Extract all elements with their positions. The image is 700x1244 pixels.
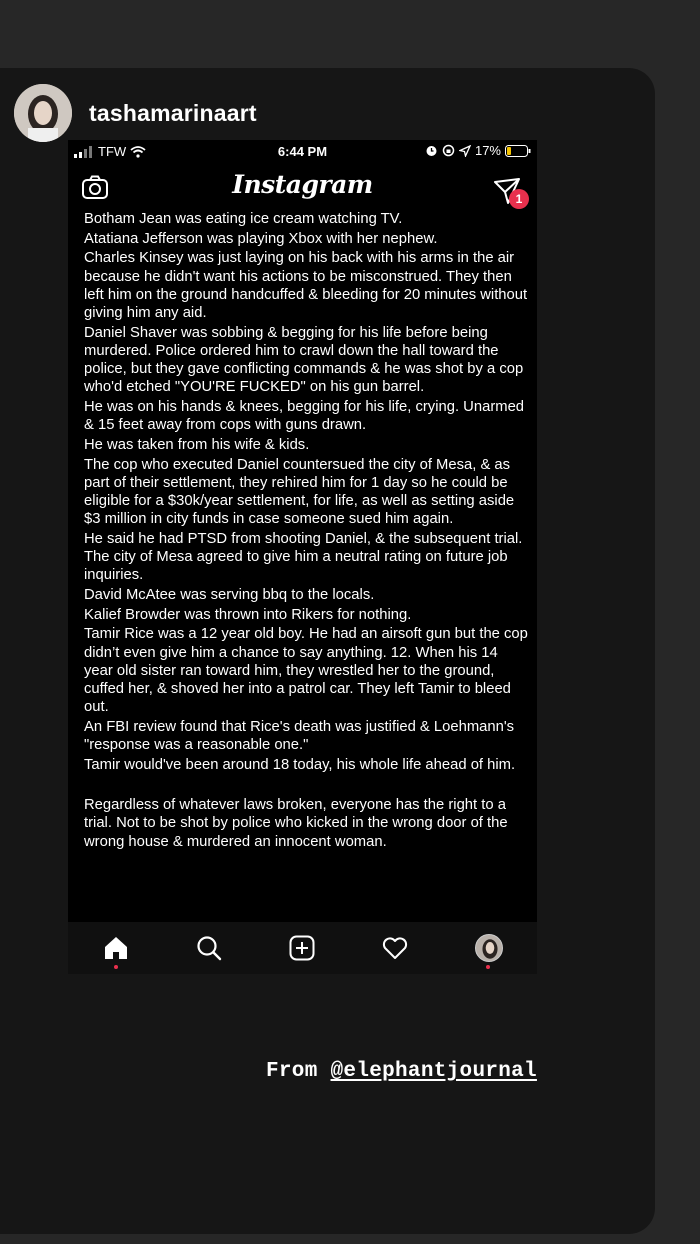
embedded-screenshot — [68, 140, 537, 974]
status-time: 6:44 PM — [277, 144, 328, 159]
profile-tab[interactable] — [475, 934, 503, 962]
post-line: He was on his hands & knees, begging for his life, crying. Unarmed & 15 feet away from cops with guns drawn. — [84, 399, 525, 434]
home-tab[interactable] — [102, 934, 130, 962]
post-line: Atatiana Jefferson was playing Xbox with her nephew. — [84, 230, 438, 247]
post-line: Kalief Browder was thrown into Rikers for nothing. — [84, 606, 412, 623]
new-post-tab[interactable] — [288, 934, 316, 962]
profile-tab-avatar — [475, 934, 503, 962]
post-line: An FBI review found that Rice's death was justified & Loehmann's "response was a reasonable one." — [84, 718, 515, 754]
credit-prefix: From — [266, 1060, 331, 1083]
avatar-image — [14, 84, 72, 142]
post-line: Regardless of whatever laws broken, everyone has the right to a trial. Not to be shot by police who kicked in the wrong door of the wrong house & murdered an innocent woman. — [84, 797, 508, 850]
instagram-logo: Instagram — [232, 170, 373, 199]
story-credit-sticker — [266, 1060, 537, 1083]
location-icon — [459, 145, 471, 157]
instagram-header — [68, 164, 537, 214]
alarm-icon — [425, 144, 438, 157]
search-icon — [195, 934, 223, 962]
instagram-tab-bar — [68, 922, 537, 974]
post-line: Tamir Rice was a 12 year old boy. He had an airsoft gun but the cop didn’t even give him a chance to say anything. 12. When his 14 year old sister ran toward him, they wrestled her to the ground, cuffed her, & shoved her into a patrol car. They left Tamir to bleed out. — [84, 626, 528, 716]
carrier-label: TFW — [98, 144, 127, 159]
post-line: David McAtee was serving bbq to the locals. — [84, 587, 375, 604]
activity-tab[interactable] — [381, 934, 409, 962]
battery-icon — [505, 145, 531, 157]
post-line: He was taken from his wife & kids. — [84, 436, 310, 453]
heart-icon — [381, 934, 409, 962]
profile-activity-dot — [486, 965, 490, 969]
post-line: Botham Jean was eating ice cream watching TV. — [84, 211, 403, 227]
add-post-icon — [288, 934, 316, 962]
dm-count-badge: 1 — [509, 189, 529, 209]
profile-avatar[interactable] — [14, 84, 72, 142]
rotation-lock-icon — [442, 144, 455, 157]
battery-percent: 17% — [474, 143, 501, 158]
home-activity-dot — [114, 965, 118, 969]
home-icon — [102, 934, 130, 962]
post-line: Daniel Shaver was sobbing & begging for his life before being murdered. Police ordered him to crawl down the hall toward the police, but they gave conflicting commands & he was shot by a cop who'd etched "YOU'RE FUCKED" on his gun barrel. — [84, 324, 524, 396]
search-tab[interactable] — [195, 934, 223, 962]
credit-handle-mention[interactable]: @elephantjournal — [330, 1060, 537, 1083]
post-text — [84, 210, 529, 922]
post-line: The cop who executed Daniel countersued the city of Mesa, & as part of their settlement, they rehired him for 1 day so he could be eligible for a $30k/year settlement, for life, as well as setting aside $3 million in city funds in case someone sued him again. — [84, 456, 515, 528]
post-line: Tamir would've been around 18 today, his whole life ahead of him. — [84, 756, 516, 773]
profile-tab-avatar-image — [476, 935, 503, 962]
post-line: Charles Kinsey was just laying on his back with his arms in the air because he didn't want his actions to be misconstrued. They then left him on the ground handcuffed & bleeding for 20 minutes without giving him any aid. — [84, 250, 528, 322]
story-username[interactable]: tashamarinaart — [89, 100, 257, 126]
status-bar — [68, 140, 537, 164]
post-line: He said he had PTSD from shooting Daniel, & the subsequent trial. The city of Mesa agreed to give him a neutral rating on future job inquiries. — [84, 530, 523, 584]
